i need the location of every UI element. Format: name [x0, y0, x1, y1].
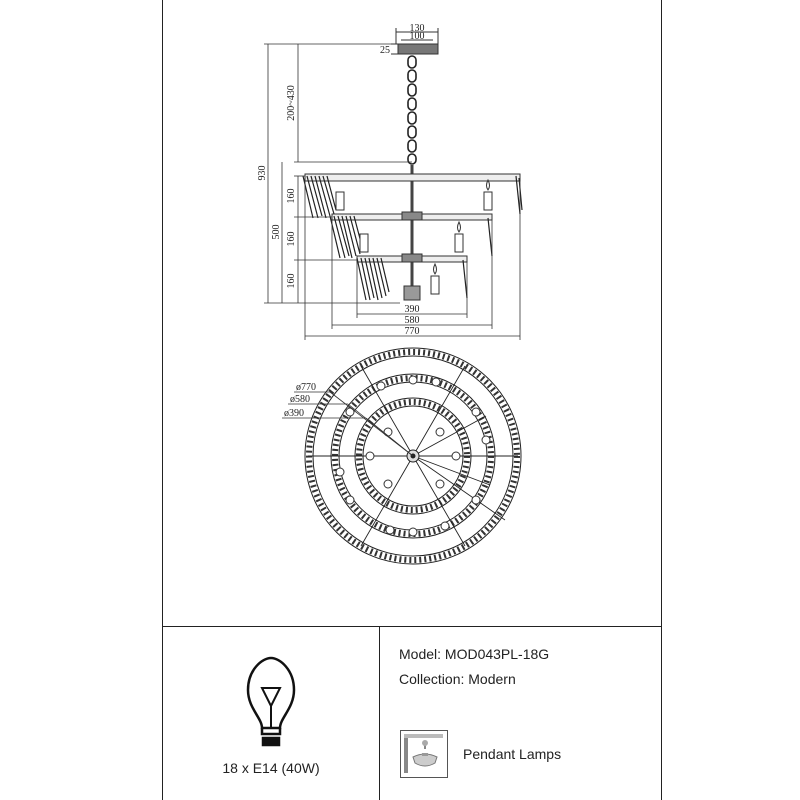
bulb-icon [248, 658, 294, 745]
model-label: Model: MOD043PL-18G [399, 646, 550, 662]
tier-height-dim-1: 160 [286, 188, 297, 204]
body-height-dim: 500 [271, 224, 282, 240]
canopy [398, 44, 438, 54]
diameter-dim-390: ø390 [284, 408, 304, 419]
plan-view [282, 348, 521, 564]
chain [408, 56, 416, 164]
category-label: Pendant Lamps [463, 746, 562, 762]
chain-length-dim: 200~430 [286, 85, 297, 121]
canopy-height-dim: 25 [380, 45, 390, 56]
diameter-dim-770: ø770 [296, 382, 316, 393]
canopy-inner-dim: 100 [409, 31, 425, 42]
total-height-dim: 930 [257, 165, 268, 181]
bulb-spec-label: 18 x E14 (40W) [222, 760, 320, 776]
tier-height-dim-3: 160 [286, 273, 297, 289]
pendant-lamp-icon [400, 730, 448, 778]
tier-width-dim-390: 390 [404, 304, 420, 315]
canopy-outer-dim: 130 [409, 23, 425, 34]
tier-width-dim-580: 580 [404, 315, 420, 326]
tier-height-dim-2: 160 [286, 231, 297, 247]
tier-width-dim-770: 770 [404, 326, 420, 337]
collection-label: Collection: Modern [399, 671, 516, 687]
side-elevation [264, 28, 522, 340]
diameter-dim-580: ø580 [290, 394, 310, 405]
